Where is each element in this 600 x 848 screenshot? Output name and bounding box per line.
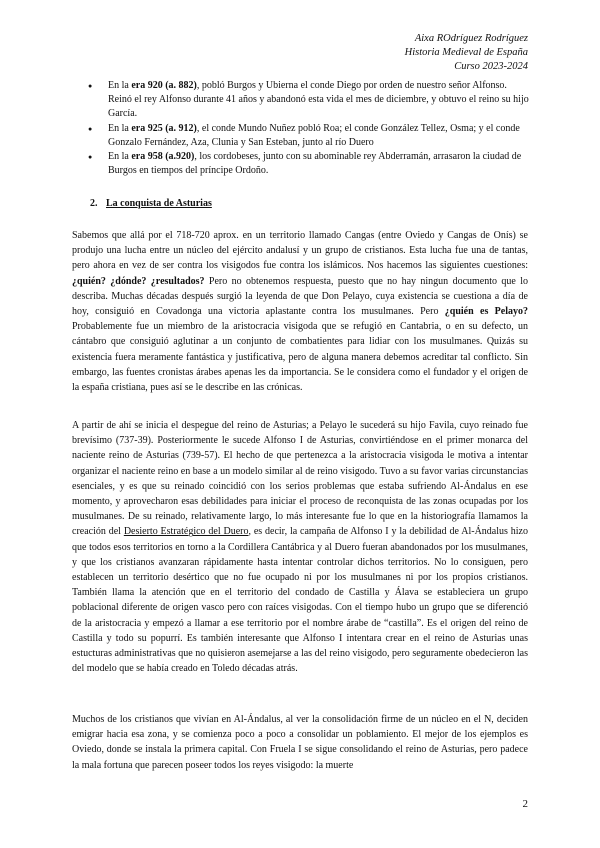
header-author: Aixa ROdríguez Rodríguez bbox=[414, 33, 528, 44]
paragraph-covadonga: Sabemos que allá por el 718-720 aprox. en un territorio llamado Cangas (entre Oviedo y Cangas de Onís) se produjo una lucha entre un núcleo del ejército andalusí y un grupo de cristianos. Esta lucha fue una de tantas, pero ahora en vez de ser contra los visigodos fue contra los islámicos. Nos hacemos las siguientes cuestiones: ¿quién? ¿dónde? ¿resultados? Pero no obtenemos respuesta, puesto que no hay ningun documento que lo describa. Muchas décadas después surgió la leyenda de que Don Pelayo, cuya existencia se cuestiona a día de hoy, consiguió en Covadonga una victoria aplastante contra los musulmanes. Pero ¿quién es Pelayo? Probablemente fue un miembro de la aristocracia visigoda que se refugió en Cantabria, o en su defecto, un cántabro que consiguió aglutinar a un conjunto de combatientes para lidiar con los musulmanes. Quizás su existencia fuera meramente fantástica y justificativa, pero de alguna manera debemos acreditar tal conflicto. Sin embargo, las fuentes cronistas árabes apenas les da importancia. Se le considera como el fundador y el origen de la españa cristiana, pues así se le describe en las crónicas. bbox=[72, 230, 528, 394]
bullet-era-bold: era 920 (a. 882) bbox=[131, 80, 197, 91]
header-course: Historia Medieval de España bbox=[404, 47, 528, 58]
header-year: Curso 2023-2024 bbox=[454, 61, 528, 72]
page-number: 2 bbox=[522, 798, 528, 810]
section-heading bbox=[90, 198, 212, 209]
chronicle-bullet-list bbox=[88, 79, 530, 178]
question-pelayo-bold: ¿quién es Pelayo? bbox=[444, 306, 528, 318]
section-title: La conquista de Asturias bbox=[106, 198, 212, 209]
list-item: ● En la era 925 (a. 912), el conde Mundo Nuñez pobló Roa; el conde González Tellez, Osma; y el conde Gonzalo Fernández, Aza, Clunia y San Esteban, junto al río Duero bbox=[88, 122, 530, 150]
bullet-era-bold: era 958 (a.920) bbox=[131, 151, 195, 163]
desierto-estrategico-underlined: Desierto Estratégico del Duero bbox=[123, 526, 249, 538]
paragraph-migration: Muchos de los cristianos que vivían en Al-Ándalus, al ver la consolidación firme de un núcleo en el N, deciden emigrar hacia esa zona, y se comienza poco a poco a consolidar un poblamiento. El mejor de los ejemplos es Oviedo, donde se instala la primera capital. Con Fruela I se sigue consolidando el reino de Asturias, pero padece la mala fortuna que parecen poseer todos los reyes visigodo: la muerte bbox=[72, 714, 528, 771]
bullet-era-bold: era 925 (a. 912) bbox=[131, 122, 197, 134]
list-item: ● En la era 920 (a. 882), pobló Burgos y Ubierna el conde Diego por orden de nuestro señor Alfonso. Reinó el rey Alfonso durante 41 años y abandonó esta vida el mes de diciembre, y obtuvo el reino su hijo García. bbox=[88, 79, 530, 122]
page-header bbox=[405, 32, 528, 74]
section-number: 2. bbox=[90, 198, 98, 209]
list-item: ● En la era 958 (a.920), los cordobeses, junto con su abominable rey Abderramán, arrasaron la ciudad de Burgos en tiempos del príncipe Ordoño. bbox=[88, 150, 530, 178]
paragraph-asturias-kingdom: A partir de ahí se inicia el despegue del reino de Asturias; a Pelayo le sucederá su hijo Favila, cuyo reinado fue brevísimo (737-39). Posteriormente le sucede Alfonso I de Asturias, convirtiéndose en el primer monarca del naciente reino de Asturias (739-57). El hecho de que pertenezca a la aristocracia visigoda le motiva a intentar organizar el naciente reino en base a un modelo similar al de reino visigodo. Tuvo a su favor varias circunstancias esenciales, y es que su reinado coincidió con los serios problemas que estaba sufriendo Al-Ándalus en ese momento, y aprovecharon esas debilidades para iniciar el proceso de reconquista de las zonas ocupadas por los musulmanes. De su reinado, relativamente largo, lo más interesante fue lo que en la historiografía llamamos la creación del Desierto Estratégico del Duero, es decir, la campaña de Alfonso I y la debilidad de Al-Ándalus hizo que todos esos territorios en torno a la Cordillera Cantábrica y al Duero fueran abandonados por los musulmanes, y que los cristianos avanzaran rápidamente hasta intentar controlar dichos territorios. No lo consiguen, pero establecen un territorio desértico que no fue ocupado ni por los musulmanes ni por los propios cristianos. También llama la atención que en el territorio del condado de Castilla y Álava se estableciera un grupo poblacional diferente de origen vasco pero con raíces visigodas. Con el tiempo hubo un grupo que se diferenció de la aristocracia y empezó a llamar a ese territorio por el nombre árabe de “castilla”. Es el origen del reino de Castilla y todo su popurrí. Es también interesante que Alfonso I intentara crear en el reino de Asturias unas estucturas administrativas que no quisieron asemejarse a las del reino visigodo, pero seguramente obedecieron las del modelo que se había creado en Toledo décadas atrás. bbox=[72, 420, 528, 675]
questions-bold: ¿quién? ¿dónde? ¿resultados? bbox=[72, 275, 205, 287]
